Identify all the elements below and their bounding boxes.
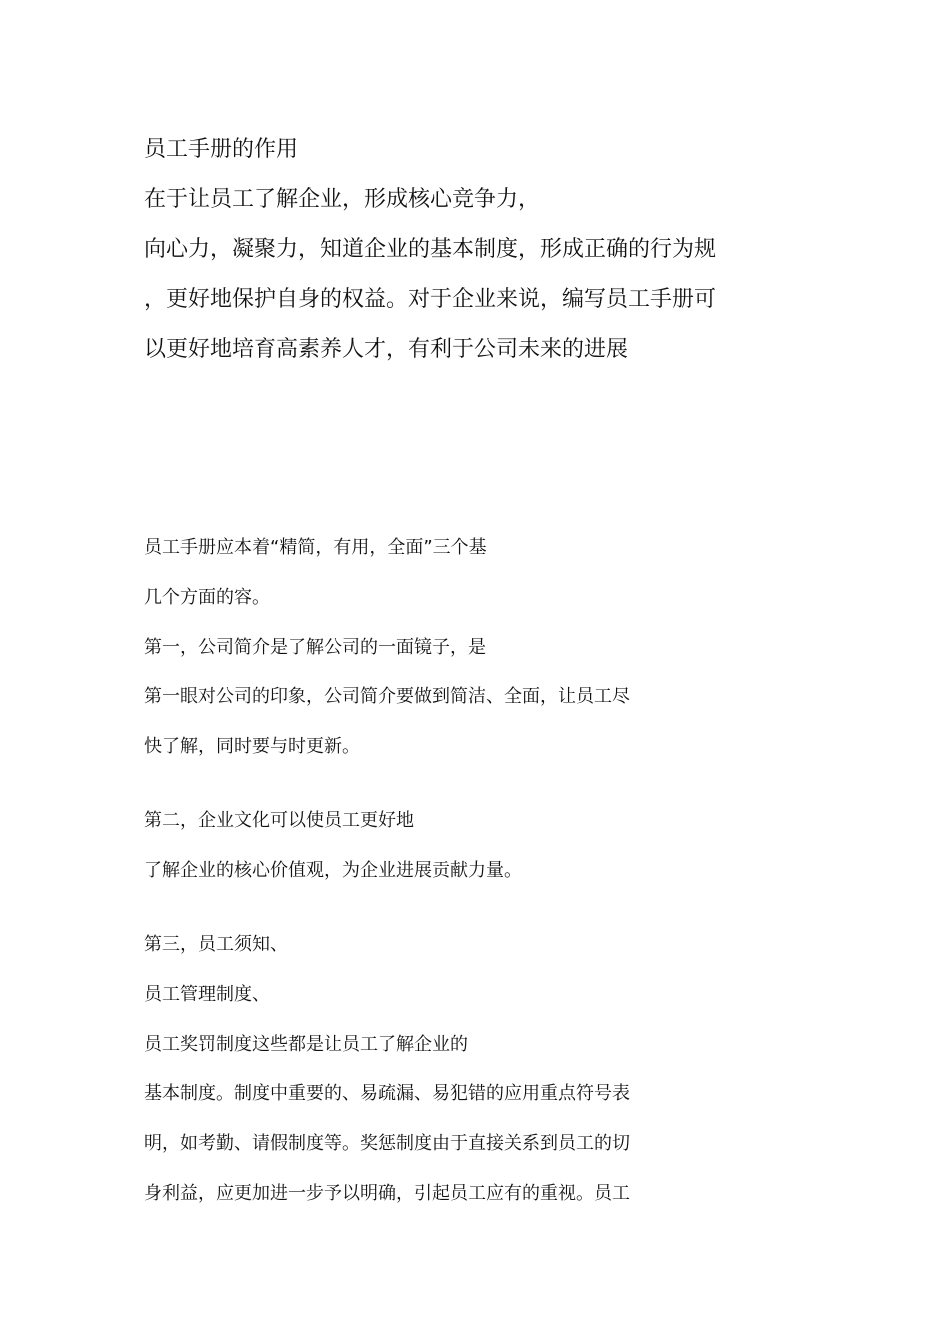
paragraph-line: 第三，员工须知、 — [144, 934, 288, 955]
paragraph-line: 几个方面的容。 — [144, 587, 270, 608]
paragraph-line: 以更好地培育高素养人才，有利于公司未来的进展 — [144, 337, 629, 362]
paragraph-line: ，更好地保护自身的权益。对于企业来说，编写员工手册可 — [144, 287, 717, 312]
paragraph-line: 基本制度。制度中重要的、易疏漏、易犯错的应用重点符号表 — [144, 1083, 630, 1104]
paragraph-line: 了解企业的核心价值观，为企业进展贡献力量。 — [144, 860, 522, 881]
heading-employee-handbook-role: 员工手册的作用 — [144, 137, 299, 162]
paragraph-line: 第一，公司简介是了解公司的一面镜子，是 — [144, 637, 486, 658]
paragraph-line: 员工手册应本着“精简，有用，全面”三个基 — [144, 537, 487, 558]
paragraph-line: 员工奖罚制度这些都是让员工了解企业的 — [144, 1034, 468, 1055]
paragraph-line: 第一眼对公司的印象，公司简介要做到简洁、全面，让员工尽 — [144, 686, 630, 707]
paragraph-line: 明，如考勤、请假制度等。奖惩制度由于直接关系到员工的切 — [144, 1133, 630, 1154]
paragraph-line: 员工管理制度、 — [144, 984, 270, 1005]
paragraph-line: 快了解，同时要与时更新。 — [144, 736, 360, 757]
paragraph-line: 第二，企业文化可以使员工更好地 — [144, 810, 414, 831]
paragraph-line: 向心力，凝聚力，知道企业的基本制度，形成正确的行为规 — [144, 237, 717, 262]
paragraph-line: 在于让员工了解企业，形成核心竞争力， — [144, 187, 541, 212]
paragraph-line: 身利益，应更加进一步予以明确，引起员工应有的重视。员工 — [144, 1183, 630, 1204]
